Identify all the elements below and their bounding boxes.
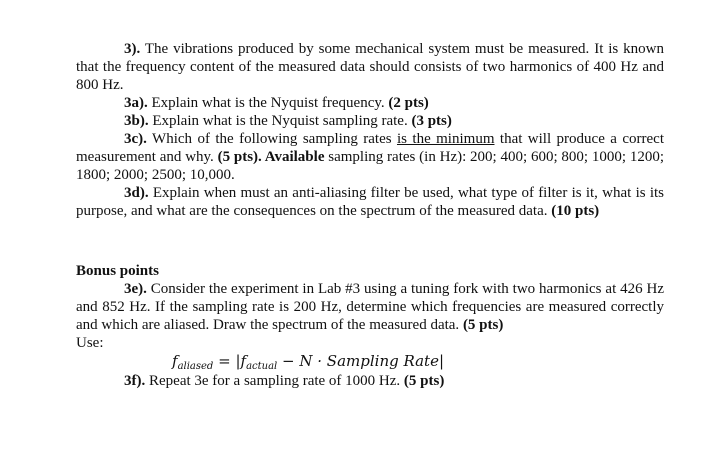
question-3a-label: 3a). (124, 95, 148, 111)
question-3c-underlined: is the minimum (396, 131, 495, 147)
formula-f2: f (240, 352, 247, 370)
question-3b (124, 112, 452, 130)
question-3c-bold-rest: Available (261, 149, 325, 165)
question-3d-text: Explain when must an anti-aliasing filter be used, what type of filter is it, what is its purpose, and what are the consequences on the spectrum of the measured data. (76, 185, 664, 219)
question-3-label: 3). (124, 41, 141, 57)
formula-f1: f (172, 352, 178, 370)
formula-rest: − N · Sampling Rate| (277, 352, 445, 370)
question-3e-use: Use: (76, 335, 104, 351)
formula-aliased-subscript: aliased (177, 361, 214, 372)
formula-equals: = | (213, 352, 241, 370)
question-3d-points: (10 pts) (551, 203, 600, 219)
question-3d-label: 3d). (124, 185, 149, 201)
question-3f-label: 3f). (124, 373, 146, 389)
question-3e (76, 280, 664, 352)
question-3a (124, 94, 429, 112)
question-3f-points: (5 pts) (403, 373, 445, 389)
question-3-text: The vibrations produced by some mechanical system must be measured. It is known that the frequency content of the measured data should consists of two harmonics of 400 Hz and 800 Hz. (76, 41, 664, 93)
question-3e-text: Consider the experiment in Lab #3 using a tuning fork with two harmonics at 426 Hz and 852 Hz. If the sampling rate is 200 Hz, determine which frequencies are measured correctly and which are aliased. Draw the spectrum of the measured data. (76, 281, 664, 333)
question-3c-label: 3c). (124, 131, 147, 147)
question-3c-points: (5 pts). (217, 149, 262, 165)
question-3e-points: (5 pts) (462, 317, 504, 333)
question-3a-points: (2 pts) (388, 95, 429, 111)
question-3b-points: (3 pts) (411, 113, 452, 129)
question-3b-label: 3b). (124, 113, 149, 129)
question-3c-text-before: Which of the following sampling rates (146, 131, 397, 147)
question-3c-text-after: that will produce a correct measurement and why. (76, 131, 664, 165)
question-3f-text: Repeat 3e for a sampling rate of 1000 Hz. (145, 373, 404, 389)
question-3c (76, 130, 664, 184)
question-3e-label: 3e). (124, 281, 147, 297)
question-3a-text: Explain what is the Nyquist frequency. (147, 95, 389, 111)
question-3d (76, 184, 664, 220)
formula-actual-subscript: actual (246, 361, 278, 372)
bonus-heading: Bonus points (76, 263, 159, 279)
question-3c-rates: sampling rates (in Hz): 200; 400; 600; 800; 1000; 1200; 1800; 2000; 2500; 10,000. (76, 149, 664, 183)
question-3f (124, 372, 444, 390)
question-3b-text: Explain what is the Nyquist sampling rate. (148, 113, 412, 129)
question-3-intro (76, 40, 664, 94)
